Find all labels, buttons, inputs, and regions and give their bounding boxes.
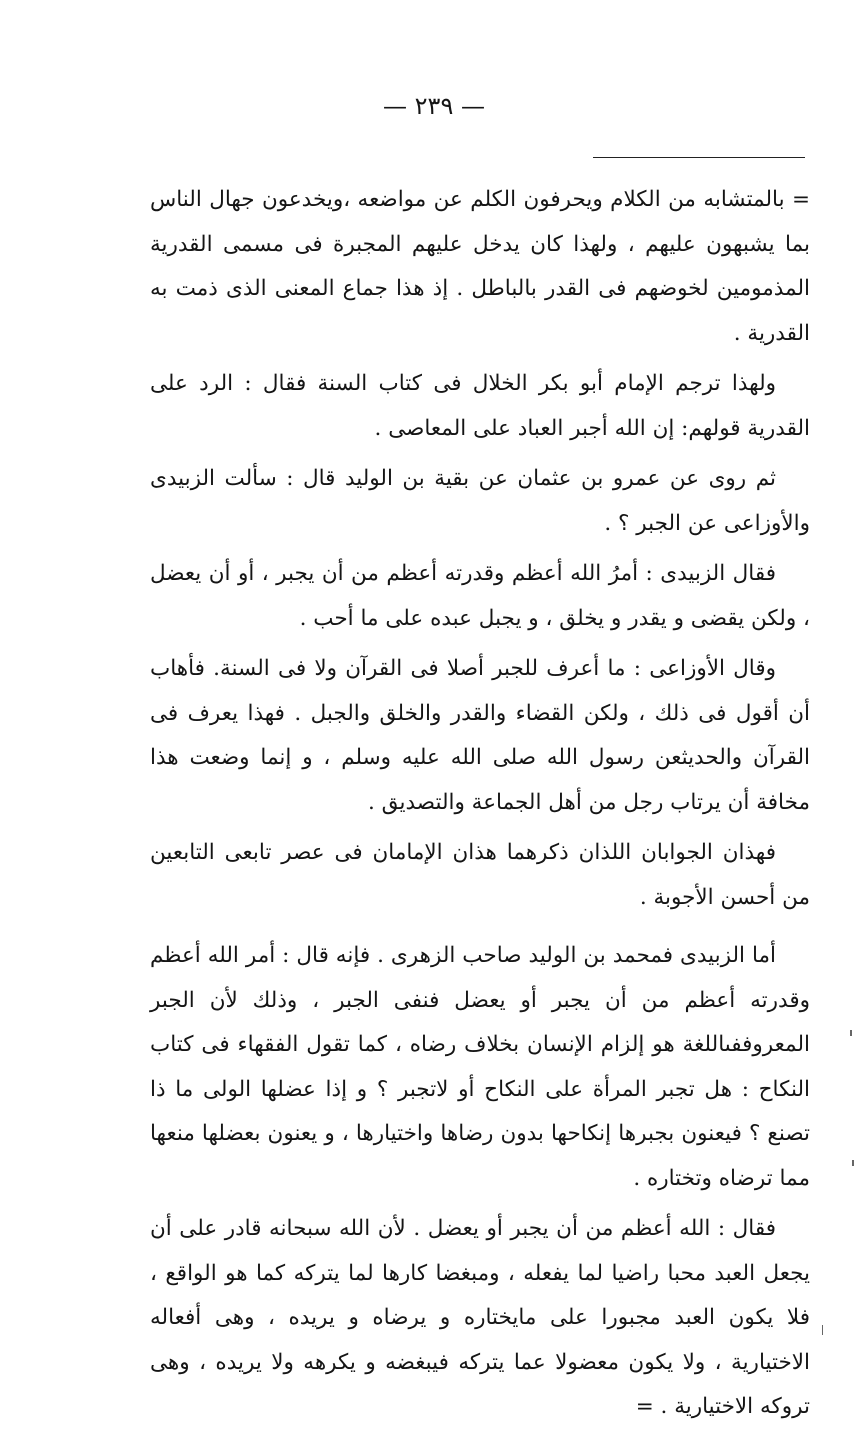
scan-artifact-mark xyxy=(822,1325,823,1335)
continuation-mark: = xyxy=(791,187,810,212)
footnote-separator-rule xyxy=(593,157,805,158)
continues-mark: = xyxy=(635,1394,654,1419)
scan-artifact-mark xyxy=(852,1160,854,1166)
body-text xyxy=(150,178,810,1436)
page-number: — ٢٣٩ — xyxy=(383,92,485,120)
paragraph-8-text: فقال : الله أعظم من أن يجبر أو يعضل . لأن الله سبحانه قادر على أن يجعل العبد محبا راضيا لما يفعله ، ومبغضا كارها لما يتركه كما هو الواقع ، فلا يكون العبد مجبورا على مايختاره و يرضاه و يريده ، وهى أفعاله الاختيارية ، ولا يكون معضولا عما يتركه فيبغضه و يكرهه ولا يريده ، وهى تروكه الاختيارية . xyxy=(150,1216,810,1419)
scan-artifact-mark xyxy=(850,1030,852,1036)
paragraph-3: ثم روى عن عمرو بن عثمان عن بقية بن الوليد قال : سألت الزبيدى والأوزاعى عن الجبر ؟ . xyxy=(150,466,810,536)
paragraph-5: وقال الأوزاعى : ما أعرف للجبر أصلا فى القرآن ولا فى السنة. فأهاب أن أقول فى ذلك ، ولكن القضاء والقدر والخلق والجبل . فهذا يعرف فى القرآن والحديثعن رسول الله صلى الله عليه وسلم ، و إنما وضعت هذا مخافة أن يرتاب رجل من أهل الجماعة والتصديق . xyxy=(150,656,810,815)
paragraph-6: فهذان الجوابان اللذان ذكرهما هذان الإمامان فى عصر تابعى التابعين من أحسن الأجوبة . xyxy=(150,840,810,910)
paragraph-1-text: بالمتشابه من الكلام ويحرفون الكلم عن مواضعه ،ويخدعون جهال الناس بما يشبهون عليهم ، ولهذا كان يدخل عليهم المجبرة فى مسمى القدرية المذمومين لخوضهم فى القدر بالباطل . إذ هذا جماع المعنى الذى ذمت به القدرية . xyxy=(150,187,810,346)
paragraph-4: فقال الزبيدى : أمرُ الله أعظم وقدرته أعظم من أن يجبر ، أو أن يعضل ، ولكن يقضى و يقدر و يخلق ، و يجبل عبده على ما أحب . xyxy=(150,561,810,631)
paragraph-2: ولهذا ترجم الإمام أبو بكر الخلال فى كتاب السنة فقال : الرد على القدرية قولهم: إن الله أجبر العباد على المعاصى . xyxy=(150,371,810,441)
paragraph-7: أما الزبيدى فمحمد بن الوليد صاحب الزهرى . فإنه قال : أمر الله أعظم وقدرته أعظم من أن يجبر أو يعضل فنفى الجبر ، وذلك لأن الجبر المعروففىاللغة هو إلزام الإنسان بخلاف رضاه ، كما تقول الفقهاء فى كتاب النكاح : هل تجبر المرأة على النكاح أو لاتجبر ؟ و إذا عضلها الولى ما ذا تصنع ؟ فيعنون بجبرها إنكاحها بدون رضاها واختيارها ، و يعنون بعضلها منعها مما ترضاه وتختاره . xyxy=(150,943,810,1191)
paragraph-8 xyxy=(150,1207,810,1430)
paragraph-1 xyxy=(150,178,810,356)
